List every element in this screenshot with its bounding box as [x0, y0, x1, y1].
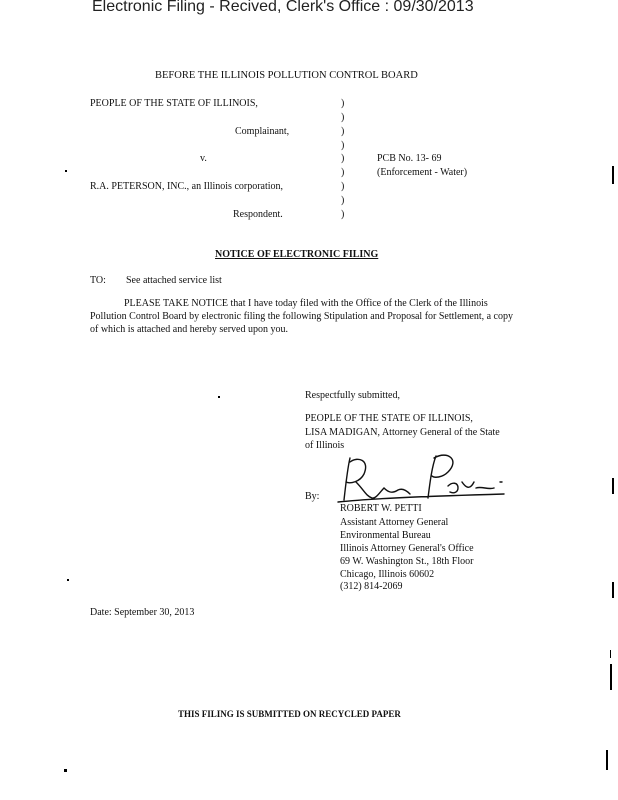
caption-bracket: ) [341, 181, 345, 192]
signatory-ag-line1: LISA MADIGAN, Attorney General of the State [305, 427, 500, 438]
to-value: See attached service list [126, 275, 222, 286]
caption-bracket: ) [341, 195, 345, 206]
scan-mark [612, 166, 614, 184]
scan-mark [65, 170, 67, 172]
to-label: TO: [90, 275, 106, 286]
by-label: By: [305, 491, 320, 502]
caption-bracket: ) [341, 126, 345, 137]
handwritten-signature [336, 452, 506, 508]
scan-mark [218, 396, 220, 398]
scan-mark [612, 582, 614, 598]
electronic-filing-stamp: Electronic Filing - Recived, Clerk's Office : 09/30/2013 [92, 0, 474, 15]
caption-bracket: ) [341, 153, 345, 164]
case-type: (Enforcement - Water) [377, 167, 468, 178]
caption-defendant-role: Respondent. [233, 209, 283, 220]
attorney-phone: (312) 814-2069 [340, 581, 403, 592]
caption-plaintiff: PEOPLE OF THE STATE OF ILLINOIS, [90, 98, 258, 109]
caption-plaintiff-role: Complainant, [235, 126, 290, 137]
caption-versus: v. [200, 153, 207, 164]
scan-mark [610, 664, 612, 690]
caption-bracket: ) [341, 209, 345, 220]
caption-bracket: ) [341, 98, 345, 109]
attorney-office: Illinois Attorney General's Office [340, 543, 474, 554]
attorney-title: Assistant Attorney General [340, 517, 449, 528]
signatory-ag-line2: of Illinois [305, 440, 345, 451]
scan-mark [67, 579, 69, 581]
attorney-name: ROBERT W. PETTI [340, 503, 422, 514]
scan-mark [610, 650, 611, 658]
caption-defendant: R.A. PETERSON, INC., an Illinois corporation, [90, 181, 284, 192]
caption-bracket: ) [341, 112, 345, 123]
case-number: PCB No. 13- 69 [377, 153, 442, 164]
closing: Respectfully submitted, [305, 390, 400, 401]
attorney-city: Chicago, Illinois 60602 [340, 569, 435, 580]
caption-bracket: ) [341, 167, 345, 178]
scan-mark [612, 478, 614, 494]
scan-mark [606, 750, 608, 770]
notice-title: NOTICE OF ELECTRONIC FILING [215, 249, 379, 260]
notice-body: PLEASE TAKE NOTICE that I have today filed with the Office of the Clerk of the Illinois Pollution Control Board by electronic filing the following Stipulation and Proposal for Settlement, a copy of which is attached and hereby served upon you. [90, 298, 513, 335]
caption-bracket: ) [341, 140, 345, 151]
signatory-party: PEOPLE OF THE STATE OF ILLINOIS, [305, 413, 473, 424]
date-line: Date: September 30, 2013 [90, 607, 195, 618]
attorney-bureau: Environmental Bureau [340, 530, 431, 541]
attorney-street: 69 W. Washington St., 18th Floor [340, 556, 474, 567]
footer-recycled: THIS FILING IS SUBMITTED ON RECYCLED PAPER [178, 709, 401, 719]
court-heading: BEFORE THE ILLINOIS POLLUTION CONTROL BOARD [155, 70, 418, 81]
scan-mark [64, 769, 67, 772]
